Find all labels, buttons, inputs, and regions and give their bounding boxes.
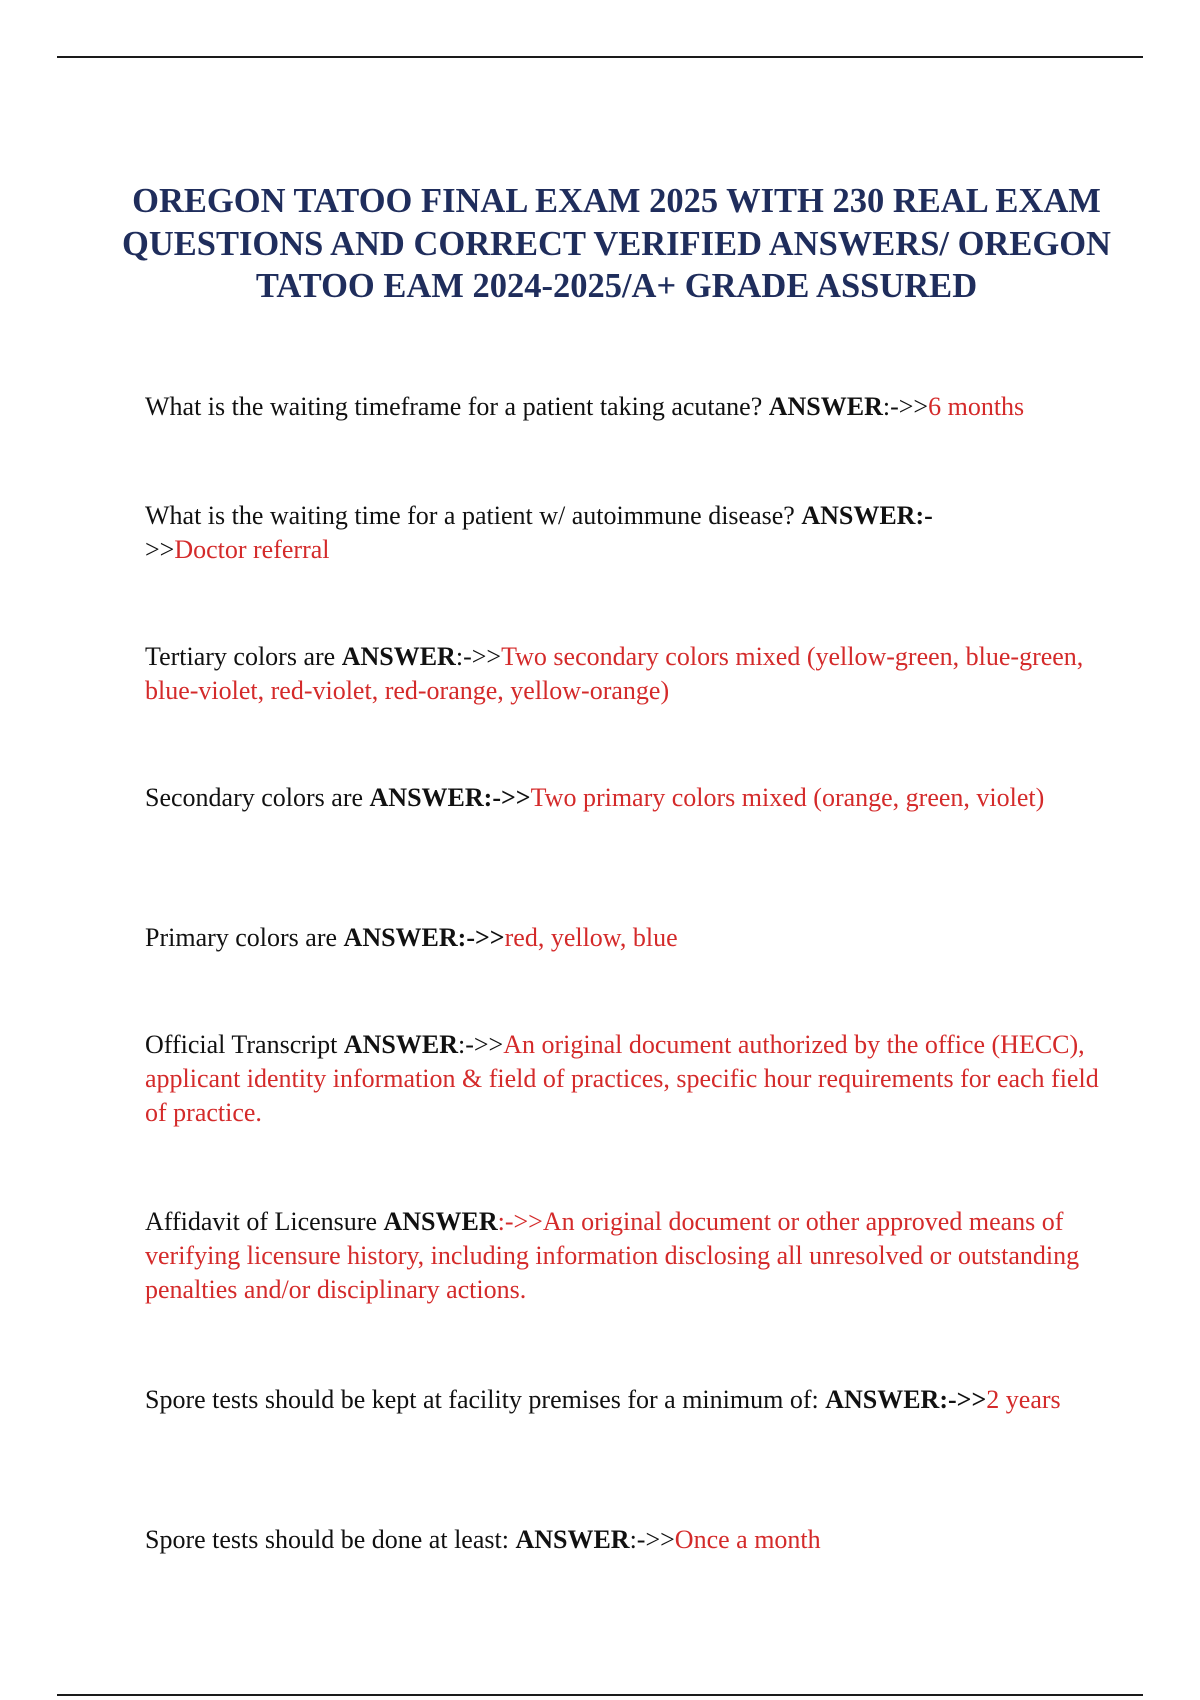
answer-arrow: :->> (629, 1525, 675, 1554)
question-text: Spore tests should be kept at facility premises for a minimum of: (145, 1385, 826, 1414)
answer-text: Two primary colors mixed (orange, green, violet) (530, 783, 1045, 812)
qa-item-1 (145, 390, 1105, 424)
answer-text: An original document or other approved means of verifying licensure history, including information disclosing all unresolved or outstanding penalties and/or disciplinary actions. (145, 1207, 1080, 1304)
question-text: Affidavit of Licensure (145, 1207, 384, 1236)
question-text: What is the waiting time for a patient w/ autoimmune disease? (145, 501, 802, 530)
answer-arrow: :->> (497, 1207, 543, 1236)
question-text: What is the waiting timeframe for a patient taking acutane? (145, 392, 769, 421)
answer-arrow: :->> (455, 642, 502, 671)
question-text: Secondary colors are (145, 783, 370, 812)
answer-arrow: :->> (882, 392, 929, 421)
answer-text: An original document authorized by the office (HECC), applicant identity information & field of practices, specific hour requirements for each field of practice. (145, 1030, 1099, 1127)
answer-label: ANSWER (383, 1207, 498, 1236)
answer-label: ANSWER:->> (825, 1385, 987, 1414)
answer-label: ANSWER:->> (369, 783, 531, 812)
answer-label: ANSWER (768, 392, 883, 421)
answer-text: red, yellow, blue (504, 923, 678, 952)
answer-arrow: :->> (457, 1030, 504, 1059)
answer-label: ANSWER:- (801, 501, 933, 530)
question-text: Primary colors are (145, 923, 344, 952)
qa-item-8 (145, 1383, 1105, 1417)
answer-label: ANSWER:->> (343, 923, 505, 952)
document-title: OREGON TATOO FINAL EXAM 2025 WITH 230 REAL EXAM QUESTIONS AND CORRECT VERIFIED ANSWERS/ OREGON TATOO EAM 2024-2025/A+ GRADE ASSURED (122, 182, 1111, 305)
answer-arrow: >> (145, 535, 175, 564)
top-rule (57, 56, 1143, 58)
qa-item-3 (145, 640, 1105, 708)
answer-label: ANSWER (515, 1525, 630, 1554)
bottom-rule (57, 1694, 1143, 1696)
qa-item-4 (145, 781, 1105, 815)
question-text: Spore tests should be done at least: (145, 1525, 516, 1554)
answer-text: Doctor referral (174, 535, 330, 564)
answer-text: Two secondary colors mixed (yellow-green, blue-green, blue-violet, red-violet, red-orange, yellow-orange) (145, 642, 1084, 705)
qa-item-9 (145, 1523, 1105, 1557)
qa-item-6 (145, 1028, 1105, 1130)
question-text: Official Transcript (145, 1030, 344, 1059)
question-text: Tertiary colors are (145, 642, 342, 671)
answer-text: Once a month (674, 1525, 821, 1554)
answer-text: 6 months (928, 392, 1025, 421)
qa-item-5 (145, 921, 1105, 955)
qa-item-7 (145, 1205, 1105, 1307)
answer-label: ANSWER (341, 642, 456, 671)
answer-label: ANSWER (343, 1030, 458, 1059)
qa-item-2 (145, 499, 1105, 567)
answer-text: 2 years (986, 1385, 1061, 1414)
